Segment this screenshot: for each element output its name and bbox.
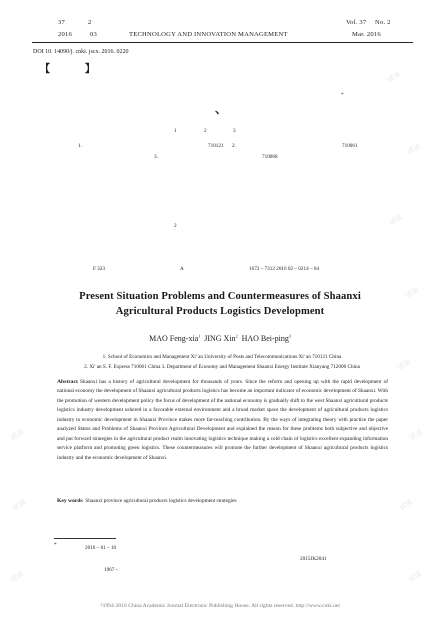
document-code: A (180, 266, 184, 272)
header-year-cn: 2016 (58, 31, 72, 38)
header-rule (32, 42, 413, 43)
english-authors (0, 334, 440, 343)
footnote-rule (54, 538, 116, 539)
article-number: 1672 – 7312 2016 02 – 0214 – 04 (249, 266, 320, 272)
watermark: 试读 (8, 570, 26, 584)
keywords-text: Shaanxi province agricultural products logistics development strategies (85, 498, 237, 504)
header-volume-cn: 37 (58, 19, 65, 26)
footnote-star: * (54, 542, 57, 548)
english-title-line-1: Present Situation Problems and Countermeasures of Shaanxi (79, 291, 361, 302)
affiliation-line-2: 2. Xi' an S. F. Express 710061 China 3. Department of Economy and Management Shaanxi Energy Institute Xianyang 712000 China (84, 364, 360, 370)
abstract-text: Shaanxi has a history of agricultural development for thousands of years. Since the reform and opening up with the rapid development of national economy the development of Shaanxi agricultural products logistics has become an important indicator of economic development of Shaanxi. With the promotion of western development policy the focus of development of the national economy is gradually shift to the west Shaanxi agricultural products logistics industry development ushered in a favorable external environment and a broad market space the development of agricultural products logistics industry to economic development in Shaanxi Province makes more far-reaching contribution. By the ways of integrating theory with practice the paper analyzed Status and Problems of Shaanxi Province Agricultural Development and explained the reason for these problems both subjective and objective and put forward strategies in the agricultural product realm innovating logistics technique making a cold chain of logistics excellent expanding information service platform and promoting green logistics. These countermeasures will promote the further development of Shaanxi agricultural products logistics industry and the economic development of Shaanxi. (57, 379, 388, 461)
copyright-footer: ?1994-2016 China Academic Journal Electronic Publishing House. All rights reserved. http://www.cnki.net (100, 603, 340, 609)
header-volume-en: Vol. 37 (346, 19, 367, 26)
watermark: 试读 (397, 498, 415, 512)
footnote-fund-number: 2015JK2041 (300, 556, 327, 562)
author-3: HAO Bei-ping (241, 334, 289, 343)
watermark: 试读 (406, 570, 424, 584)
footnote-received-date: 2016 – 01 – 10 (85, 545, 117, 551)
english-keywords (57, 498, 237, 504)
cn-aff-code-2: 710061 (342, 143, 358, 149)
english-title-line-2: Agricultural Products Logistics Development (115, 306, 325, 317)
watermark: 试读 (385, 70, 403, 84)
author-1: MAO Feng-xia (149, 334, 199, 343)
watermark: 试读 (387, 213, 405, 227)
cn-author-sup-3: 3 (233, 128, 236, 134)
doi: DOI 10. 14090/j. cnki. jscx. 2016. 0220 (33, 49, 129, 55)
watermark: 试读 (405, 142, 423, 156)
cn-title-mark: 、 (215, 102, 228, 116)
english-abstract (57, 378, 388, 463)
cn-author-sup-2: 2 (204, 128, 207, 134)
cn-aff-2: 2. (232, 143, 236, 149)
cn-title-star: * (341, 92, 344, 98)
keywords-label: Key words (57, 498, 83, 504)
watermark: 试读 (8, 428, 26, 442)
cn-abstract-mark: 2 (174, 223, 177, 229)
author-2: JING Xin (204, 334, 236, 343)
section-bracket-open: 【 (40, 64, 50, 75)
author-2-sup: 2 (235, 333, 238, 339)
cn-aff-1: 1. (78, 143, 82, 149)
abstract-label: Abstract (57, 379, 78, 385)
journal-name: TECHNOLOGY AND INNOVATION MANAGEMENT (129, 31, 288, 38)
watermark: 试读 (10, 498, 28, 512)
affiliation-line-1: 1. School of Economics and Management Xi' an University of Posts and Telecommunications Xi' an 710121 China (102, 354, 342, 360)
header-month-cn: 03 (90, 31, 97, 38)
footnote-birth-year: 1967 – (104, 567, 119, 573)
watermark: 试读 (403, 286, 421, 300)
cn-aff-code-3: 710068 (262, 154, 278, 160)
header-number-cn: 2 (88, 19, 92, 26)
cn-author-sup-1: 1 (174, 128, 177, 134)
section-bracket-close: 】 (85, 64, 95, 75)
cn-aff-code-1: 710121 (208, 143, 224, 149)
header-date-en: Mar. 2016 (352, 31, 381, 38)
watermark: 试读 (395, 358, 413, 372)
clc-number: F 323 (93, 266, 105, 272)
author-1-sup: 1 (198, 333, 201, 339)
header-number-en: No. 2 (375, 19, 391, 26)
cn-aff-3: 3. (154, 154, 158, 160)
watermark: 试读 (407, 428, 425, 442)
author-3-sup: 3 (288, 333, 291, 339)
